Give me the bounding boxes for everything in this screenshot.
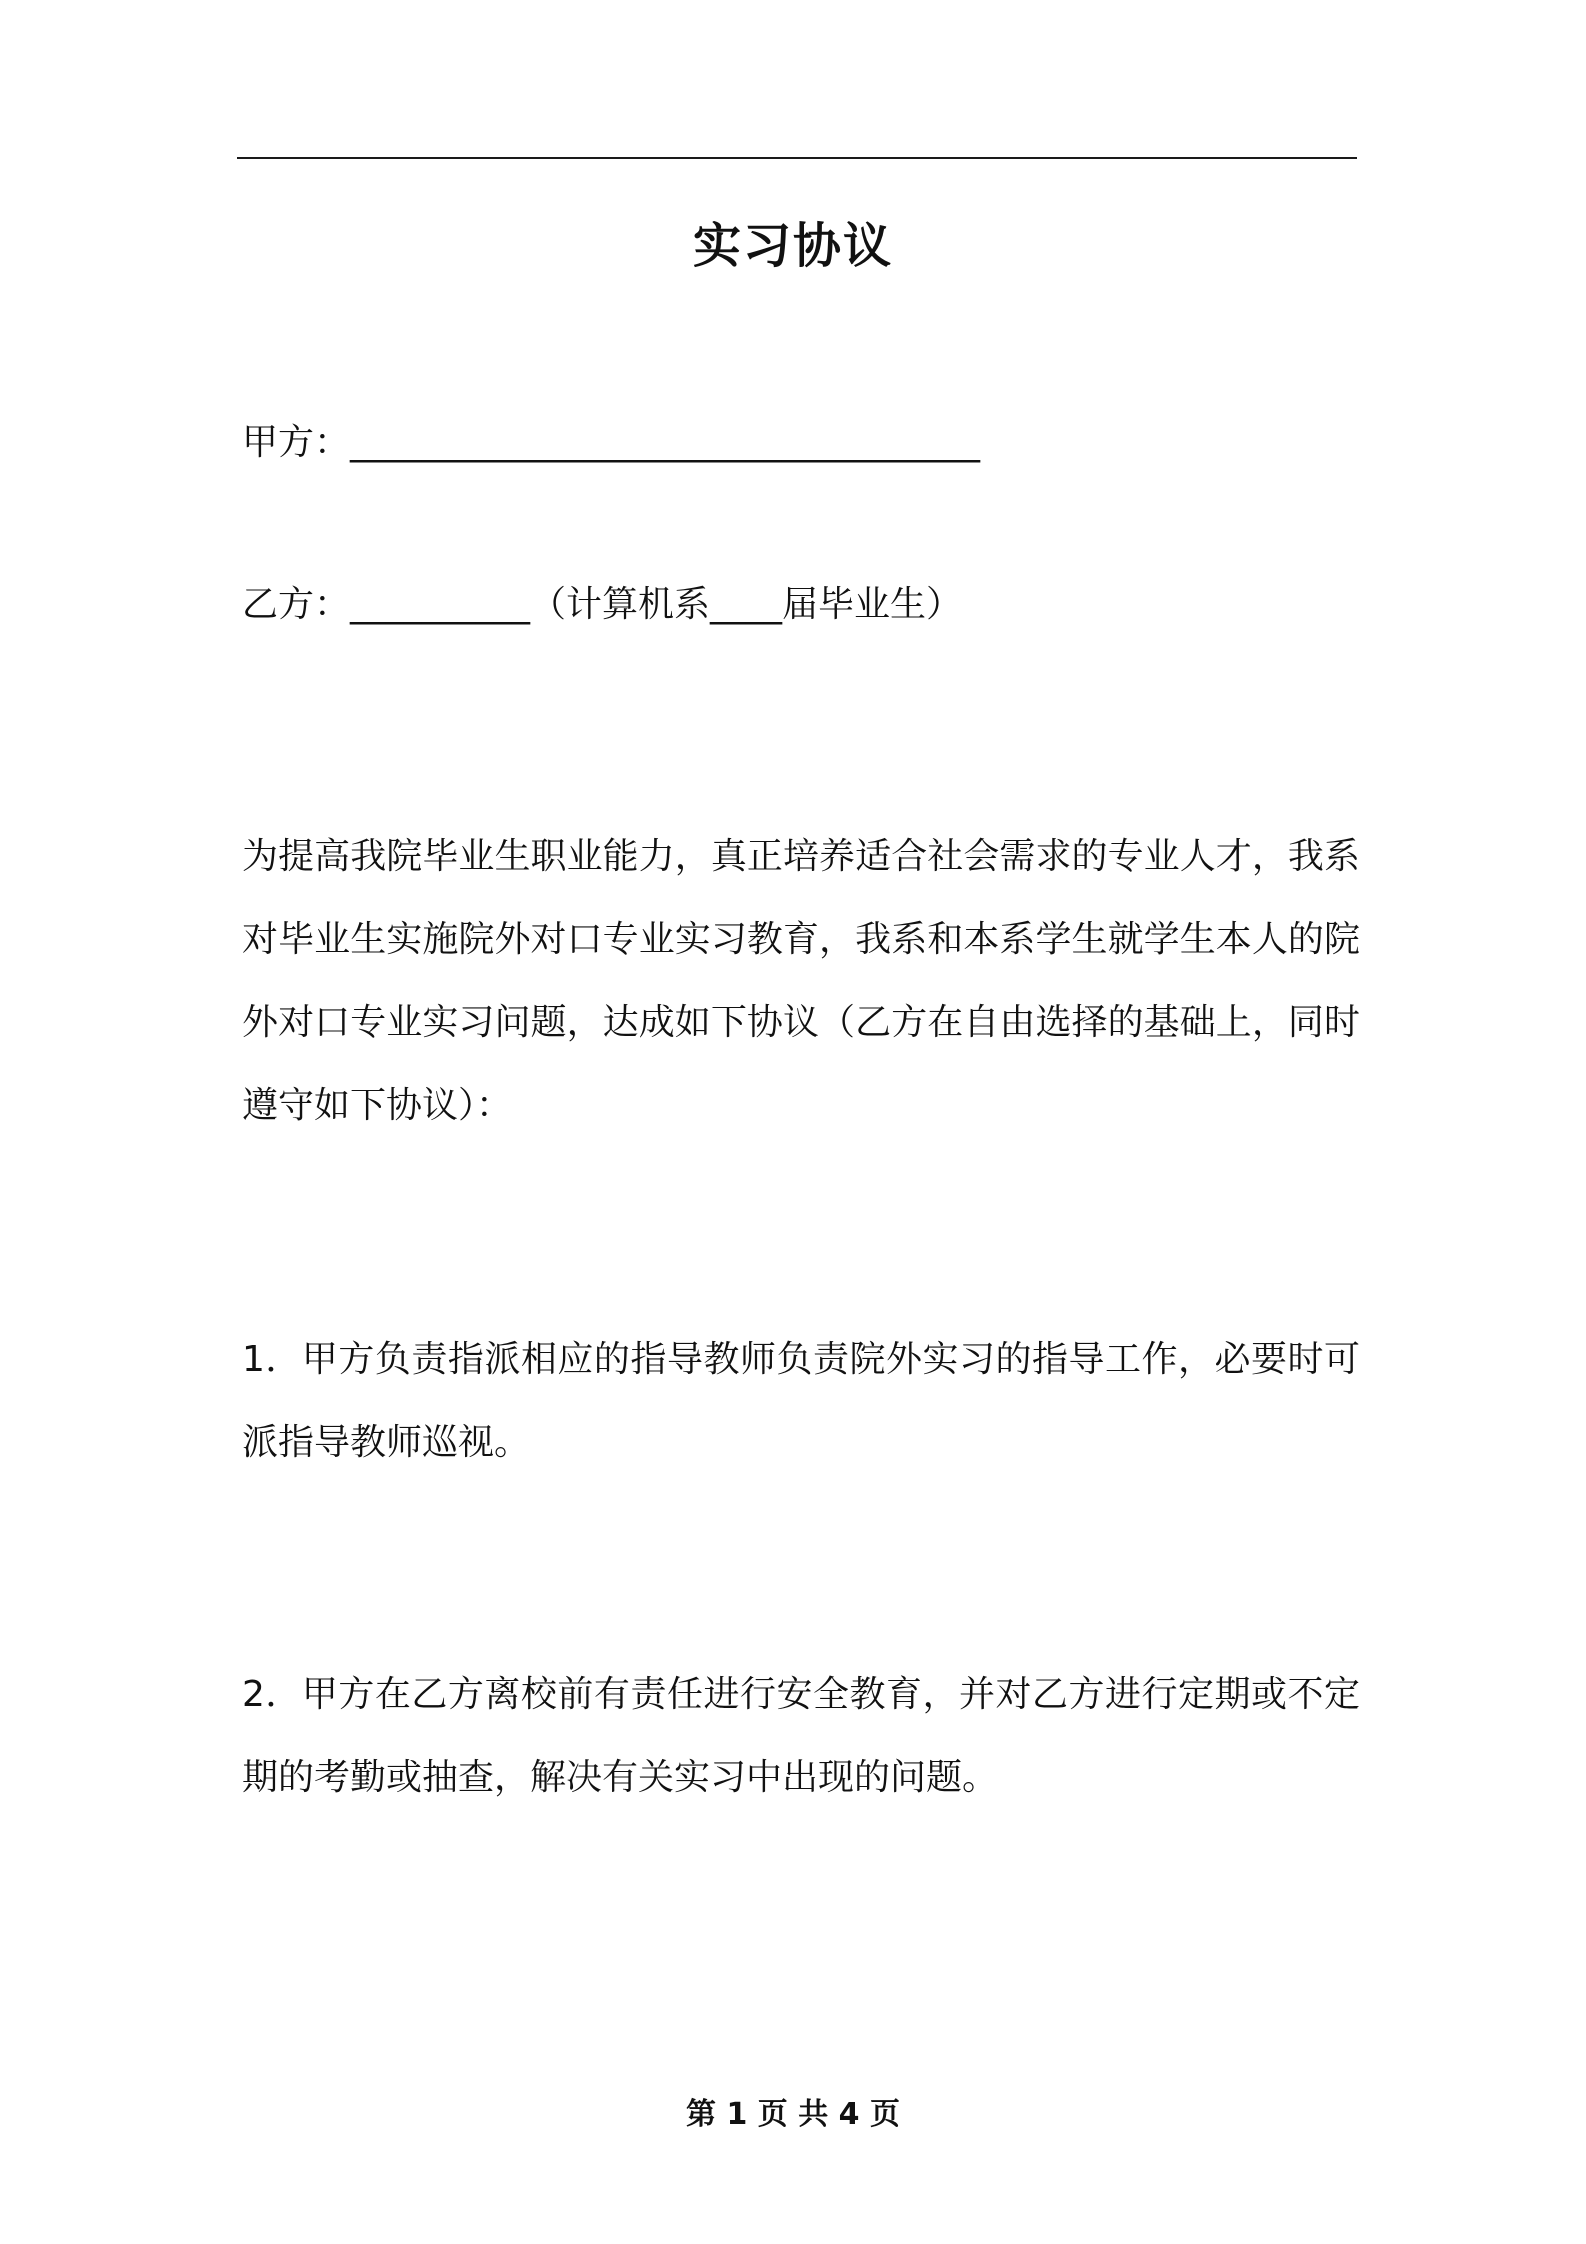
document-title: 实习协议 [692,218,893,274]
header-rule [237,157,1357,159]
party-a-field: 甲方：___________________________________ [242,422,981,463]
clause-2-paragraph: 2．甲方在乙方离校前有责任进行安全教育，并对乙方进行定期或不定期的考勤或抽查，解决有关实习中出现的问题。 [242,1674,1360,1798]
party-b-field: 乙方：__________（计算机系____届毕业生） [242,584,963,625]
intro-paragraph: 为提高我院毕业生职业能力，真正培养适合社会需求的专业人才，我系对毕业生实施院外对口专业实习教育，我系和本系学生就学生本人的院外对口专业实习问题，达成如下协议（乙方在自由选择的基础上，同时遵守如下协议）： [242,836,1360,1126]
clause-1-paragraph: 1．甲方负责指派相应的指导教师负责院外实习的指导工作，必要时可派指导教师巡视。 [242,1339,1360,1463]
page-number-footer: 第 1 页 共 4 页 [686,2097,900,2132]
